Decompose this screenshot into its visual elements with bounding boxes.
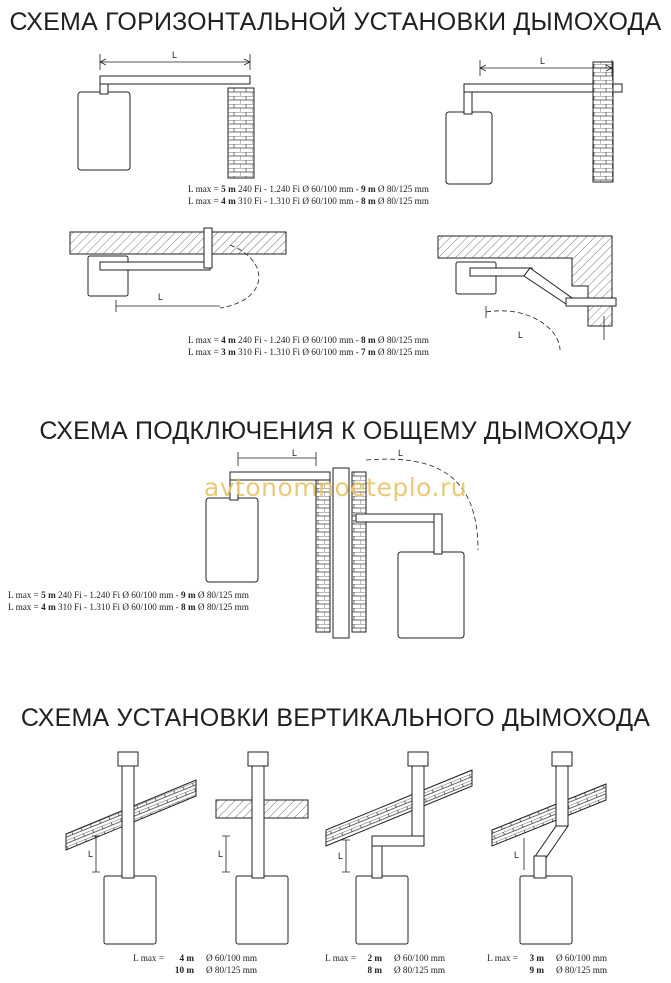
title-horizontal: СХЕМА ГОРИЗОНТАЛЬНОЙ УСТАНОВКИ ДЫМОХОДА: [9, 8, 662, 36]
spec-horizontal-1: L max = 5 m 240 Fi - 1.240 Fi Ø 60/100 mm - 9 m Ø 80/125 mm L max = 4 m 310 Fi - 1.310 Fi Ø 60/100 mm - 8 m Ø 80/125 mm: [188, 184, 429, 206]
watermark: avtonomnoeteplo.ru: [203, 473, 468, 502]
vertical-scheme-4: [492, 752, 606, 944]
spec-vertical-3: L max = 3 m Ø 60/100 mm 9 m Ø 80/125 mm: [487, 953, 608, 975]
svg-text:L: L: [88, 849, 94, 859]
spec-horizontal-2: L max = 4 m 240 Fi - 1.240 Fi Ø 60/100 mm - 8 m Ø 80/125 mm L max = 3 m 310 Fi - 1.310 Fi Ø 60/100 mm - 7 m Ø 80/125 mm: [188, 335, 429, 357]
spec-vertical-1: L max = 4 m Ø 60/100 mm 10 m Ø 80/125 mm: [133, 953, 258, 975]
title-vertical: СХЕМА УСТАНОВКИ ВЕРТИКАЛЬНОГО ДЫМОХОДА: [20, 704, 651, 732]
spec-vertical-2: L max = 2 m Ø 60/100 mm 8 m Ø 80/125 mm: [325, 953, 446, 975]
svg-text:L: L: [158, 292, 164, 302]
svg-text:L: L: [172, 50, 178, 60]
svg-text:L: L: [218, 849, 224, 859]
svg-text:L: L: [398, 448, 404, 458]
horizontal-scheme-3: [70, 228, 286, 312]
svg-text:L: L: [292, 448, 298, 458]
svg-text:L: L: [540, 56, 546, 66]
horizontal-scheme-1: [78, 50, 254, 178]
svg-text:L: L: [338, 851, 344, 861]
spec-common: L max = 5 m 240 Fi - 1.240 Fi Ø 60/100 mm - 9 m Ø 80/125 mm L max = 4 m 310 Fi - 1.310 Fi Ø 60/100 mm - 8 m Ø 80/125 mm: [8, 590, 249, 612]
svg-text:L: L: [514, 850, 520, 860]
vertical-scheme-3: [326, 752, 472, 944]
horizontal-scheme-4: [438, 236, 616, 350]
title-common: СХЕМА ПОДКЛЮЧЕНИЯ К ОБЩЕМУ ДЫМОХОДУ: [39, 417, 632, 445]
vertical-scheme-1: [66, 752, 196, 944]
vertical-scheme-2: [216, 752, 308, 944]
horizontal-scheme-2: [446, 56, 622, 184]
svg-text:L: L: [518, 330, 524, 340]
